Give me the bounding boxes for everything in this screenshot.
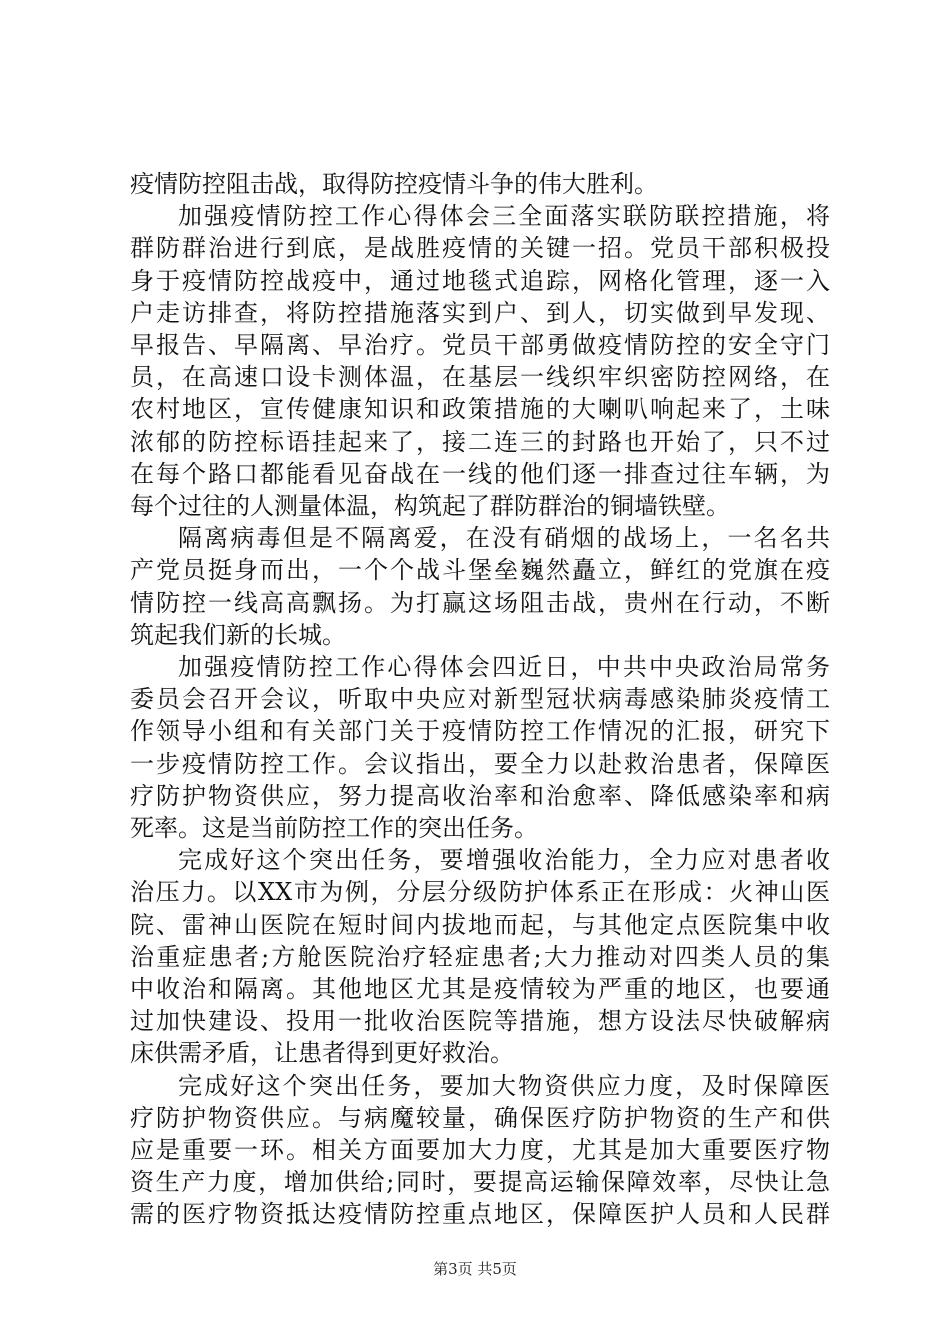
text-line: 隔离病毒但是不隔离爱，在没有硝烟的战场上，一名名共 (178, 524, 830, 553)
text-line: 每个过往的人测量体温，构筑起了群防群治的铜墙铁壁。 (130, 492, 730, 520)
text-line: 疗防护物资供应。与病魔较量，确保医疗防护物资的生产和供 (130, 1103, 830, 1132)
text-line: 完成好这个突出任务，要加大物资供应力度，及时保障医 (178, 1071, 830, 1100)
text-line: 中收治和隔离。其他地区尤其是疫情较为严重的地区，也要通 (130, 975, 830, 1003)
text-line: 治压力。以XX市为例，分层分级防护体系正在形成：火神山医 (130, 878, 830, 907)
text-line: 委员会召开会议，听取中央应对新型冠状病毒感染肺炎疫情工 (130, 685, 830, 714)
text-line: 治重症患者;方舱医院治疗轻症患者;大力推动对四类人员的集 (130, 942, 830, 971)
text-line: 作领导小组和有关部门关于疫情防控工作情况的汇报，研究下 (130, 717, 830, 746)
text-line: 群防群治进行到底，是战胜疫情的关键一招。党员干部积极投 (130, 234, 830, 263)
text-line: 产党员挺身而出，一个个战斗堡垒巍然矗立，鲜红的党旗在疫 (130, 556, 830, 585)
text-line: 加强疫情防控工作心得体会四近日，中共中央政治局常务 (178, 653, 830, 681)
text-line: 员，在高速口设卡测体温，在基层一线织牢织密防控网络，在 (130, 363, 830, 392)
text-line: 一步疫情防控工作。会议指出，要全力以赴救治患者，保障医 (130, 749, 830, 778)
text-line: 院、雷神山医院在短时间内拔地而起，与其他定点医院集中收 (130, 910, 830, 939)
text-line: 资生产力度，增加供给;同时，要提高运输保障效率，尽快让急 (130, 1168, 830, 1197)
text-line: 农村地区，宣传健康知识和政策措施的大喇叭响起来了，土味 (130, 395, 830, 424)
text-line: 在每个路口都能看见奋战在一线的他们逐一排查过往车辆，为 (130, 459, 830, 488)
text-line: 身于疫情防控战疫中，通过地毯式追踪，网格化管理，逐一入 (130, 266, 830, 295)
text-line: 床供需矛盾，让患者得到更好救治。 (130, 1039, 514, 1068)
text-line: 应是重要一环。相关方面要加大力度，尤其是加大重要医疗物 (130, 1136, 830, 1164)
text-line: 死率。这是当前防控工作的突出任务。 (130, 814, 538, 842)
text-line: 需的医疗物资抵达疫情防控重点地区，保障医护人员和人民群 (130, 1200, 830, 1229)
text-line: 户走访排查，将防控措施落实到户、到人，切实做到早发现、 (130, 298, 830, 327)
text-line: 疫情防控阻击战，取得防控疫情斗争的伟大胜利。 (130, 170, 658, 198)
text-line: 过加快建设、投用一批收治医院等措施，想方设法尽快破解病 (130, 1007, 830, 1036)
text-line: 加强疫情防控工作心得体会三全面落实联防联控措施，将 (178, 202, 830, 231)
text-line: 筑起我们新的长城。 (130, 620, 346, 649)
text-line: 情防控一线高高飘扬。为打赢这场阻击战，贵州在行动，不断 (130, 588, 830, 617)
page-number: 第3页 共5页 (433, 1260, 517, 1278)
text-line: 完成好这个突出任务，要增强收治能力，全力应对患者收 (178, 846, 830, 875)
text-line: 浓郁的防控标语挂起来了，接二连三的封路也开始了，只不过 (130, 427, 830, 456)
text-line: 早报告、早隔离、早治疗。党员干部勇做疫情防控的安全守门 (130, 331, 830, 359)
text-line: 疗防护物资供应，努力提高收治率和治愈率、降低感染率和病 (130, 781, 830, 810)
